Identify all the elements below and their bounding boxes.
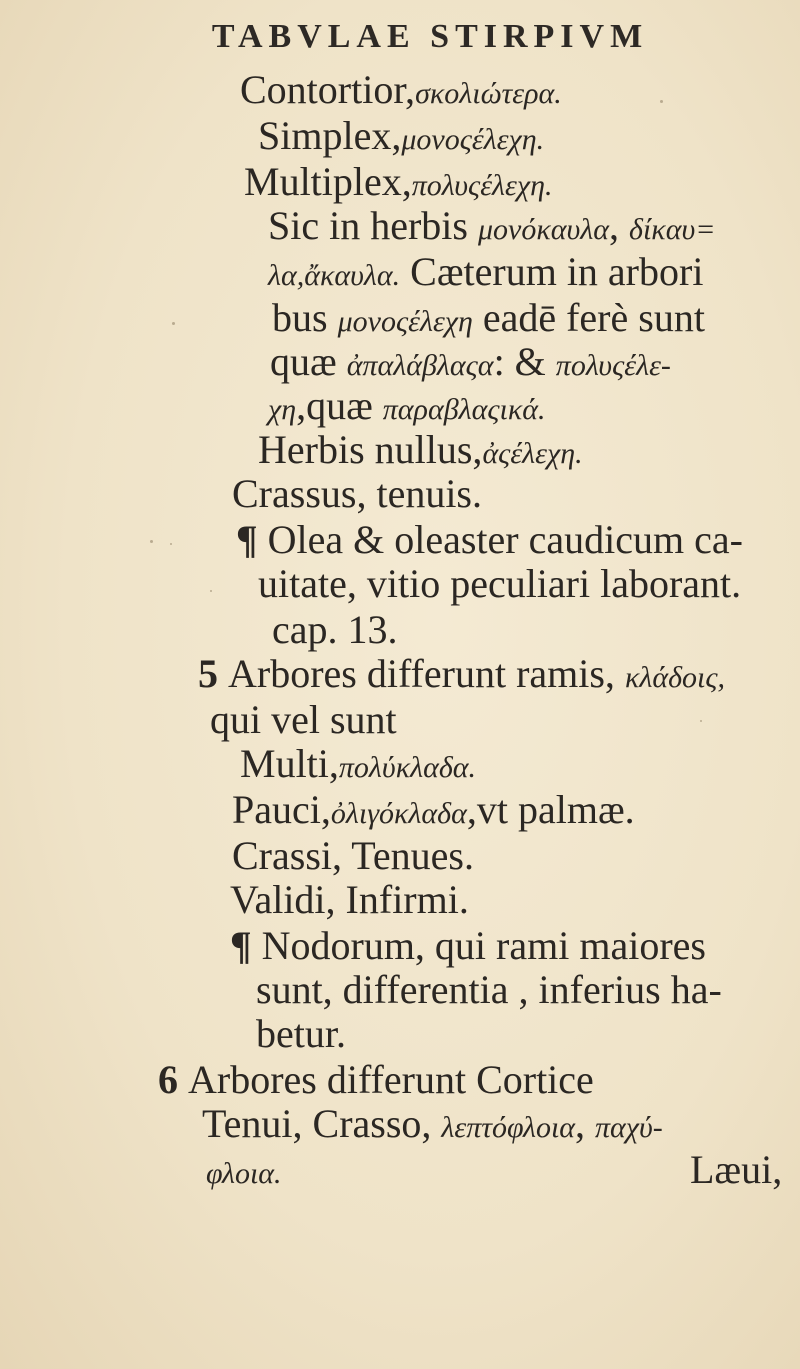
- greek-term: λα,ἄκαυλα.: [268, 259, 401, 292]
- text-line: [232, 833, 474, 878]
- greek-term: πολυςέλε-: [555, 349, 671, 382]
- latin-text: ,quæ: [296, 383, 383, 428]
- latin-text: Olea & oleaster caudicum ca-: [267, 517, 743, 562]
- latin-text: Tenui, Crasso,: [202, 1101, 442, 1146]
- greek-term: ἀπαλάβλαςα: [346, 349, 494, 382]
- latin-text: ,: [575, 1101, 596, 1146]
- text-line: [258, 427, 583, 472]
- latin-text: Pauci,: [232, 787, 331, 832]
- text-line: [232, 787, 635, 832]
- latin-text: Simplex,: [258, 113, 402, 158]
- latin-text: Crassi, Tenues.: [232, 833, 474, 878]
- greek-term: ὀλιγόκλαδα: [330, 797, 467, 830]
- latin-text: Arbores differunt ramis,: [228, 651, 625, 696]
- latin-text: Herbis nullus,: [258, 427, 483, 472]
- latin-text: Læui,: [690, 1147, 783, 1192]
- text-line: [202, 1101, 663, 1146]
- latin-text: Contortior,: [240, 67, 416, 112]
- text-line: [272, 295, 705, 340]
- text-line: [206, 1150, 282, 1190]
- text-line: [210, 697, 397, 742]
- greek-term: φλοια.: [206, 1157, 282, 1190]
- latin-text: Arbores differunt Cortice: [188, 1057, 594, 1102]
- text-line: [270, 339, 671, 384]
- latin-text: eadē ferè sunt: [472, 295, 705, 340]
- text-line: [256, 967, 722, 1012]
- paragraph-mark: 5: [198, 651, 228, 696]
- text-line: [240, 741, 477, 786]
- latin-text: Validi, Infirmi.: [230, 877, 469, 922]
- text-line: [256, 1011, 346, 1056]
- latin-text: Cæterum in arbori: [400, 249, 704, 294]
- greek-term: κλάδοις,: [624, 661, 726, 694]
- latin-text: Nodorum, qui rami maiores: [261, 923, 706, 968]
- text-line: [158, 1057, 594, 1102]
- greek-term: μονοςέλεχη.: [401, 123, 545, 156]
- latin-text: cap. 13.: [272, 607, 398, 652]
- greek-term: παραβλαςικά.: [382, 393, 546, 426]
- latin-text: Multiplex,: [244, 159, 412, 204]
- latin-text: Multi,: [240, 741, 339, 786]
- latin-text: uitate, vitio peculiari laborant.: [258, 561, 742, 606]
- greek-term: δίκαυ=: [629, 213, 716, 246]
- greek-term: χη: [268, 393, 297, 426]
- text-line: [690, 1147, 783, 1192]
- text-line: [236, 517, 743, 562]
- latin-text: qui vel sunt: [210, 697, 397, 742]
- greek-term: λεπτόφλοια: [441, 1111, 576, 1144]
- text-line: [258, 113, 545, 158]
- latin-text: Crassus, tenuis.: [232, 471, 482, 516]
- latin-text: Sic in herbis: [268, 203, 478, 248]
- text-line: [268, 249, 704, 294]
- text-line: [258, 561, 742, 606]
- text-line: [268, 203, 716, 248]
- greek-term: σκολιώτερα.: [415, 77, 562, 110]
- latin-text: : &: [493, 339, 556, 384]
- latin-text: ,: [609, 203, 630, 248]
- greek-term: πολύκλαδα.: [338, 751, 477, 784]
- paragraph-mark: ¶: [230, 923, 262, 968]
- latin-text: betur.: [256, 1011, 346, 1056]
- greek-term: πολυςέλεχη.: [411, 169, 553, 202]
- text-line: [240, 67, 562, 112]
- text-line: [232, 471, 482, 516]
- greek-term: μονόκαυλα: [477, 213, 610, 246]
- greek-term: παχύ-: [595, 1111, 663, 1144]
- latin-text: sunt, differentia , inferius ha-: [256, 967, 722, 1012]
- text-line: [244, 159, 553, 204]
- greek-term: μονοςέλεχη: [337, 305, 473, 338]
- latin-text: quæ: [270, 339, 347, 384]
- text-line: [272, 607, 398, 652]
- text-line: [230, 877, 469, 922]
- latin-text: ,vt palmæ.: [466, 787, 635, 832]
- text-line: [198, 651, 726, 696]
- paragraph-mark: 6: [158, 1057, 188, 1102]
- paragraph-mark: ¶: [236, 517, 268, 562]
- text-line: [268, 383, 546, 428]
- running-head: TABVLAE STIRPIVM: [211, 18, 649, 55]
- latin-text: bus: [272, 295, 338, 340]
- greek-term: ἀςέλεχη.: [482, 437, 583, 470]
- text-line: [230, 923, 706, 968]
